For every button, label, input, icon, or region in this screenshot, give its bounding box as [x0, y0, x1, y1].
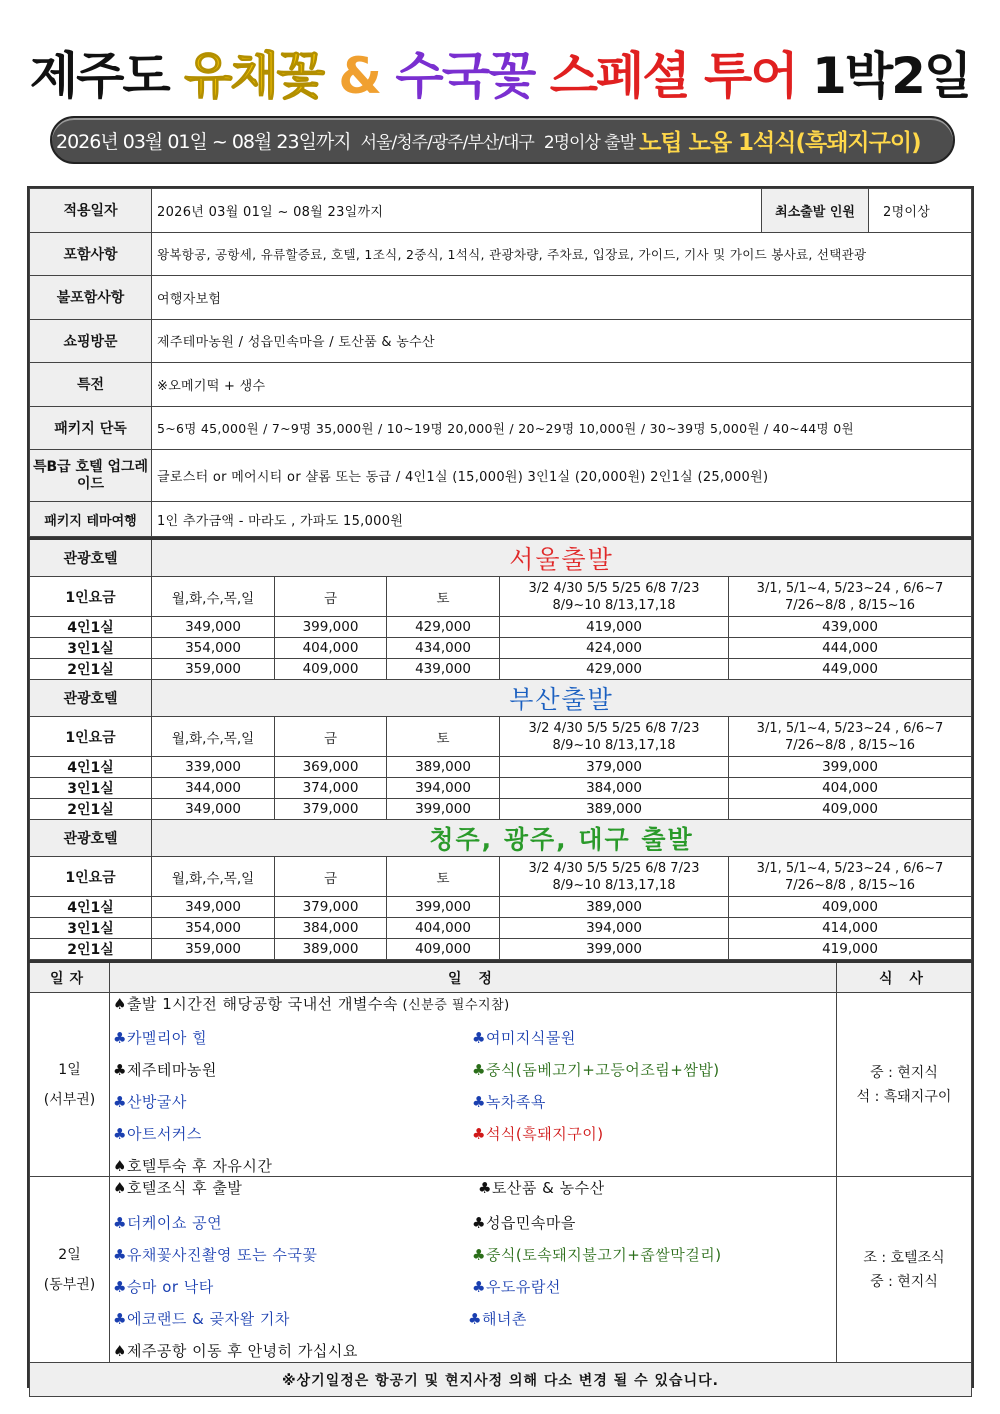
day2-haenyeo: ♣해녀촌: [468, 1310, 527, 1328]
info-table: [29, 188, 972, 537]
title-canola: 유채꽃: [184, 47, 323, 105]
day2-meals: [837, 1177, 972, 1363]
tour-document: [27, 186, 974, 1388]
schedule-footer-note: ※상기일정은 항공기 및 현지사정 의해 다소 변경 될 수 있습니다.: [30, 1363, 972, 1397]
day1-greentea: ♣녹차족욕: [472, 1093, 546, 1111]
price-cell: 384,000: [275, 918, 387, 939]
period-label: 적용일자: [30, 189, 152, 233]
price-cell: 439,000: [387, 659, 500, 680]
day2-meal-breakfast: 조 : 호텔조식: [863, 1249, 945, 1266]
day1-camellia: ♣카멜리아 힐: [113, 1029, 208, 1047]
day1-meal-lunch: 중 : 현지식: [870, 1064, 938, 1081]
day2-itinerary: [110, 1177, 837, 1363]
upgrade-label: 특B급 호텔 업그레이드: [30, 450, 152, 502]
price-cell: 349,000: [152, 617, 275, 638]
day1-meal-dinner: 석 : 흑돼지구이: [856, 1088, 952, 1105]
price-row: [30, 939, 972, 960]
price-cell: 394,000: [500, 918, 729, 939]
price-column-header: [30, 577, 972, 617]
col-peak-dates-2-line1: 3/1, 5/1~4, 5/23~24 , 6/6~7: [756, 720, 944, 736]
day1-dinner: ♣석식(흑돼지구이): [472, 1125, 604, 1143]
col-peak-dates-1-line1: 3/2 4/30 5/5 5/25 6/8 7/23: [528, 860, 700, 876]
price-cell: 379,000: [500, 757, 729, 778]
price-section-header: [30, 820, 972, 857]
price-row: [30, 897, 972, 918]
include-label: 포함사항: [30, 232, 152, 276]
day1-lunch: ♣중식(돔베고기+고등어조림+쌈밥): [472, 1061, 720, 1079]
col-peak-dates-1: [500, 717, 729, 757]
period-value: 2026년 03월 01일 ~ 08월 23일까지: [152, 189, 762, 233]
day2-lunch: ♣중식(토속돼지불고기+좁쌀막걸리): [472, 1246, 722, 1264]
col-peak-dates-1: [500, 857, 729, 897]
bonus-value: ※오메기떡 + 생수: [152, 363, 972, 407]
day2-ecoland: ♣에코랜드 & 곶자왈 기차: [113, 1310, 290, 1328]
price-cell: 339,000: [152, 757, 275, 778]
col-peak-dates-1-line2: 8/9~10 8/13,17,18: [552, 737, 676, 753]
price-row: [30, 778, 972, 799]
price-cell: 399,000: [387, 799, 500, 820]
title-jeju: 제주도: [29, 47, 185, 105]
price-row: [30, 918, 972, 939]
price-cell: 384,000: [500, 778, 729, 799]
exclude-value: 여행자보험: [152, 276, 972, 320]
col-peak-dates-2-line1: 3/1, 5/1~4, 5/23~24 , 6/6~7: [756, 860, 944, 876]
person-label: 1인요금: [30, 717, 152, 757]
day2-area: (동부권): [43, 1276, 96, 1293]
summary-banner: [50, 116, 955, 164]
day1-itinerary: [110, 993, 837, 1177]
day2-breakfast: ♠호텔조식 후 출발: [113, 1179, 243, 1197]
shopping-value: 제주테마농원 / 성읍민속마을 / 토산품 & 농수산: [152, 319, 972, 363]
min-label: 최소출발 인원: [762, 189, 869, 233]
col-peak-dates-1-line2: 8/9~10 8/13,17,18: [552, 877, 676, 893]
price-cell: 404,000: [387, 918, 500, 939]
price-cell: 419,000: [729, 939, 972, 960]
price-cell: 444,000: [729, 638, 972, 659]
day2-airport: ♠제주공항 이동 후 안녕히 가십시요: [113, 1342, 358, 1360]
price-cell: 379,000: [275, 897, 387, 918]
price-cell: 344,000: [152, 778, 275, 799]
price-cell: 399,000: [729, 757, 972, 778]
col-peak-dates-2: [729, 857, 972, 897]
price-cell: 379,000: [275, 799, 387, 820]
room-type: 2인1실: [30, 659, 152, 680]
room-type: 2인1실: [30, 799, 152, 820]
col-weekday: 월,화,수,목,일: [152, 577, 275, 617]
day1-artcircus: ♣아트서커스: [113, 1125, 202, 1143]
day1-themefarm: ♣제주테마농원: [113, 1061, 217, 1079]
col-peak-dates-2-line2: 7/26~8/8 , 8/15~16: [784, 597, 916, 613]
price-cell: 354,000: [152, 638, 275, 659]
title-special-tour: 스페셜 투어: [534, 47, 797, 105]
price-cell: 394,000: [387, 778, 500, 799]
departure-origin: 부산출발: [152, 680, 972, 717]
price-column-header: [30, 717, 972, 757]
theme-label: 패키지 테마여행: [30, 502, 152, 537]
day1-label: 1일: [58, 1061, 81, 1078]
day1-depart: ♠출발 1시간전 해당공항 국내선 개별수속 (신분증 필수지참): [113, 995, 510, 1013]
price-row: [30, 799, 972, 820]
price-cell: 409,000: [387, 939, 500, 960]
day2-label: 2일: [58, 1246, 81, 1263]
hotel-label: 관광호텔: [30, 539, 152, 577]
price-cell: 449,000: [729, 659, 972, 680]
price-cell: 349,000: [152, 897, 275, 918]
col-friday: 금: [275, 577, 387, 617]
col-friday: 금: [275, 857, 387, 897]
price-column-header: [30, 857, 972, 897]
col-peak-dates-1-line1: 3/2 4/30 5/5 5/25 6/8 7/23: [528, 720, 700, 736]
price-cell: 439,000: [729, 617, 972, 638]
departure-origin: 청주, 광주, 대구 출발: [152, 820, 972, 857]
room-type: 4인1실: [30, 757, 152, 778]
col-weekday: 월,화,수,목,일: [152, 857, 275, 897]
col-saturday: 토: [387, 577, 500, 617]
price-cell: 389,000: [387, 757, 500, 778]
day1-sanbang: ♣산방굴사: [113, 1093, 187, 1111]
price-cell: 399,000: [387, 897, 500, 918]
price-cell: 399,000: [500, 939, 729, 960]
price-cell: 409,000: [729, 799, 972, 820]
room-type: 4인1실: [30, 617, 152, 638]
day1-hotel: ♠호텔투숙 후 자유시간: [113, 1157, 273, 1175]
day2-photo: ♣유채꽃사진촬영 또는 수국꽃: [113, 1246, 318, 1264]
col-peak-dates-1-line1: 3/2 4/30 5/5 5/25 6/8 7/23: [528, 580, 700, 596]
col-saturday: 토: [387, 857, 500, 897]
price-row: [30, 757, 972, 778]
col-saturday: 토: [387, 717, 500, 757]
price-cell: 389,000: [500, 897, 729, 918]
day2-cell: [30, 1177, 110, 1363]
title-hydrangea: 수국꽃: [395, 47, 535, 105]
day2-horse: ♣승마 or 낙타: [113, 1278, 214, 1296]
col-peak-dates-2: [729, 577, 972, 617]
day2-show: ♣더케이쇼 공연: [113, 1214, 223, 1232]
price-cell: 359,000: [152, 659, 275, 680]
bonus-label: 특전: [30, 363, 152, 407]
price-cell: 434,000: [387, 638, 500, 659]
day2-meal-lunch: 중 : 현지식: [870, 1273, 938, 1290]
room-type: 3인1실: [30, 778, 152, 799]
banner-regions: 서울/청주/광주/부산/대구: [360, 132, 534, 153]
price-cell: 354,000: [152, 918, 275, 939]
price-cell: 389,000: [500, 799, 729, 820]
price-cell: 399,000: [275, 617, 387, 638]
banner-min: 2명이상 출발: [543, 132, 636, 153]
price-cell: 374,000: [275, 778, 387, 799]
departure-origin: 서울출발: [152, 539, 972, 577]
price-section-header: [30, 680, 972, 717]
price-cell: 369,000: [275, 757, 387, 778]
theme-value: 1인 추가금액 - 마라도 , 가파도 15,000원: [152, 502, 972, 537]
package-value: 5~6명 45,000원 / 7~9명 35,000원 / 10~19명 20,000원 / 20~29명 10,000원 / 30~39명 5,000원 / 40~44명 0원: [152, 406, 972, 450]
price-cell: 419,000: [500, 617, 729, 638]
price-cell: 404,000: [275, 638, 387, 659]
price-cell: 429,000: [387, 617, 500, 638]
col-peak-dates-2-line2: 7/26~8/8 , 8/15~16: [784, 877, 916, 893]
price-cell: 429,000: [500, 659, 729, 680]
banner-date: 2026년 03월 01일 ~ 08월 23일까지: [56, 130, 351, 153]
price-row: [30, 638, 972, 659]
room-type: 3인1실: [30, 918, 152, 939]
shopping-label: 쇼핑방문: [30, 319, 152, 363]
title-duration: 1박2일: [796, 47, 971, 105]
day2-seongeup: ♣성읍민속마을: [472, 1214, 576, 1232]
col-peak-dates-2-line2: 7/26~8/8 , 8/15~16: [784, 737, 916, 753]
price-cell: 409,000: [275, 659, 387, 680]
person-label: 1인요금: [30, 857, 152, 897]
room-type: 2인1실: [30, 939, 152, 960]
price-cell: 359,000: [152, 939, 275, 960]
room-type: 4인1실: [30, 897, 152, 918]
col-peak-dates-2-line1: 3/1, 5/1~4, 5/23~24 , 6/6~7: [756, 580, 944, 596]
schedule-meal-header: 식 사: [837, 962, 972, 993]
day1-area: (서부권): [43, 1091, 96, 1108]
day2-udo: ♣우도유람선: [472, 1278, 561, 1296]
col-peak-dates-1: [500, 577, 729, 617]
min-value: 2명이상: [869, 189, 972, 233]
hotel-label: 관광호텔: [30, 820, 152, 857]
banner-highlight: 노팁 노옵 1석식(흑돼지구이): [639, 129, 921, 156]
col-weekday: 월,화,수,목,일: [152, 717, 275, 757]
price-cell: 389,000: [275, 939, 387, 960]
price-section-header: [30, 539, 972, 577]
day1-yeomiji: ♣여미지식물원: [472, 1029, 576, 1047]
room-type: 3인1실: [30, 638, 152, 659]
schedule-table: [29, 960, 972, 1397]
day1-meals: [837, 993, 972, 1177]
schedule-itinerary-header: 일 정: [110, 962, 837, 993]
price-row: [30, 659, 972, 680]
day2-local: ♣토산품 & 농수산: [478, 1179, 605, 1197]
price-cell: 409,000: [729, 897, 972, 918]
price-cell: 404,000: [729, 778, 972, 799]
upgrade-value: 글로스터 or 메어시티 or 샬롬 또는 동급 / 4인1실 (15,000원) 3인1실 (20,000원) 2인1실 (25,000원): [152, 450, 972, 502]
schedule-day-header: 일자: [30, 962, 110, 993]
day1-cell: [30, 993, 110, 1177]
price-row: [30, 617, 972, 638]
price-cell: 349,000: [152, 799, 275, 820]
price-cell: 414,000: [729, 918, 972, 939]
price-cell: 424,000: [500, 638, 729, 659]
package-label: 패키지 단독: [30, 406, 152, 450]
col-friday: 금: [275, 717, 387, 757]
col-peak-dates-1-line2: 8/9~10 8/13,17,18: [552, 597, 676, 613]
page-title: [0, 44, 1000, 108]
col-peak-dates-2: [729, 717, 972, 757]
hotel-label: 관광호텔: [30, 680, 152, 717]
include-value: 왕복항공, 공항세, 유류할증료, 호텔, 1조식, 2중식, 1석식, 관광차량, 주차료, 입장료, 가이드, 기사 및 가이드 봉사료, 선택관광: [152, 232, 972, 276]
exclude-label: 불포함사항: [30, 276, 152, 320]
title-amp: &: [322, 47, 396, 105]
person-label: 1인요금: [30, 577, 152, 617]
price-table: [29, 537, 972, 960]
